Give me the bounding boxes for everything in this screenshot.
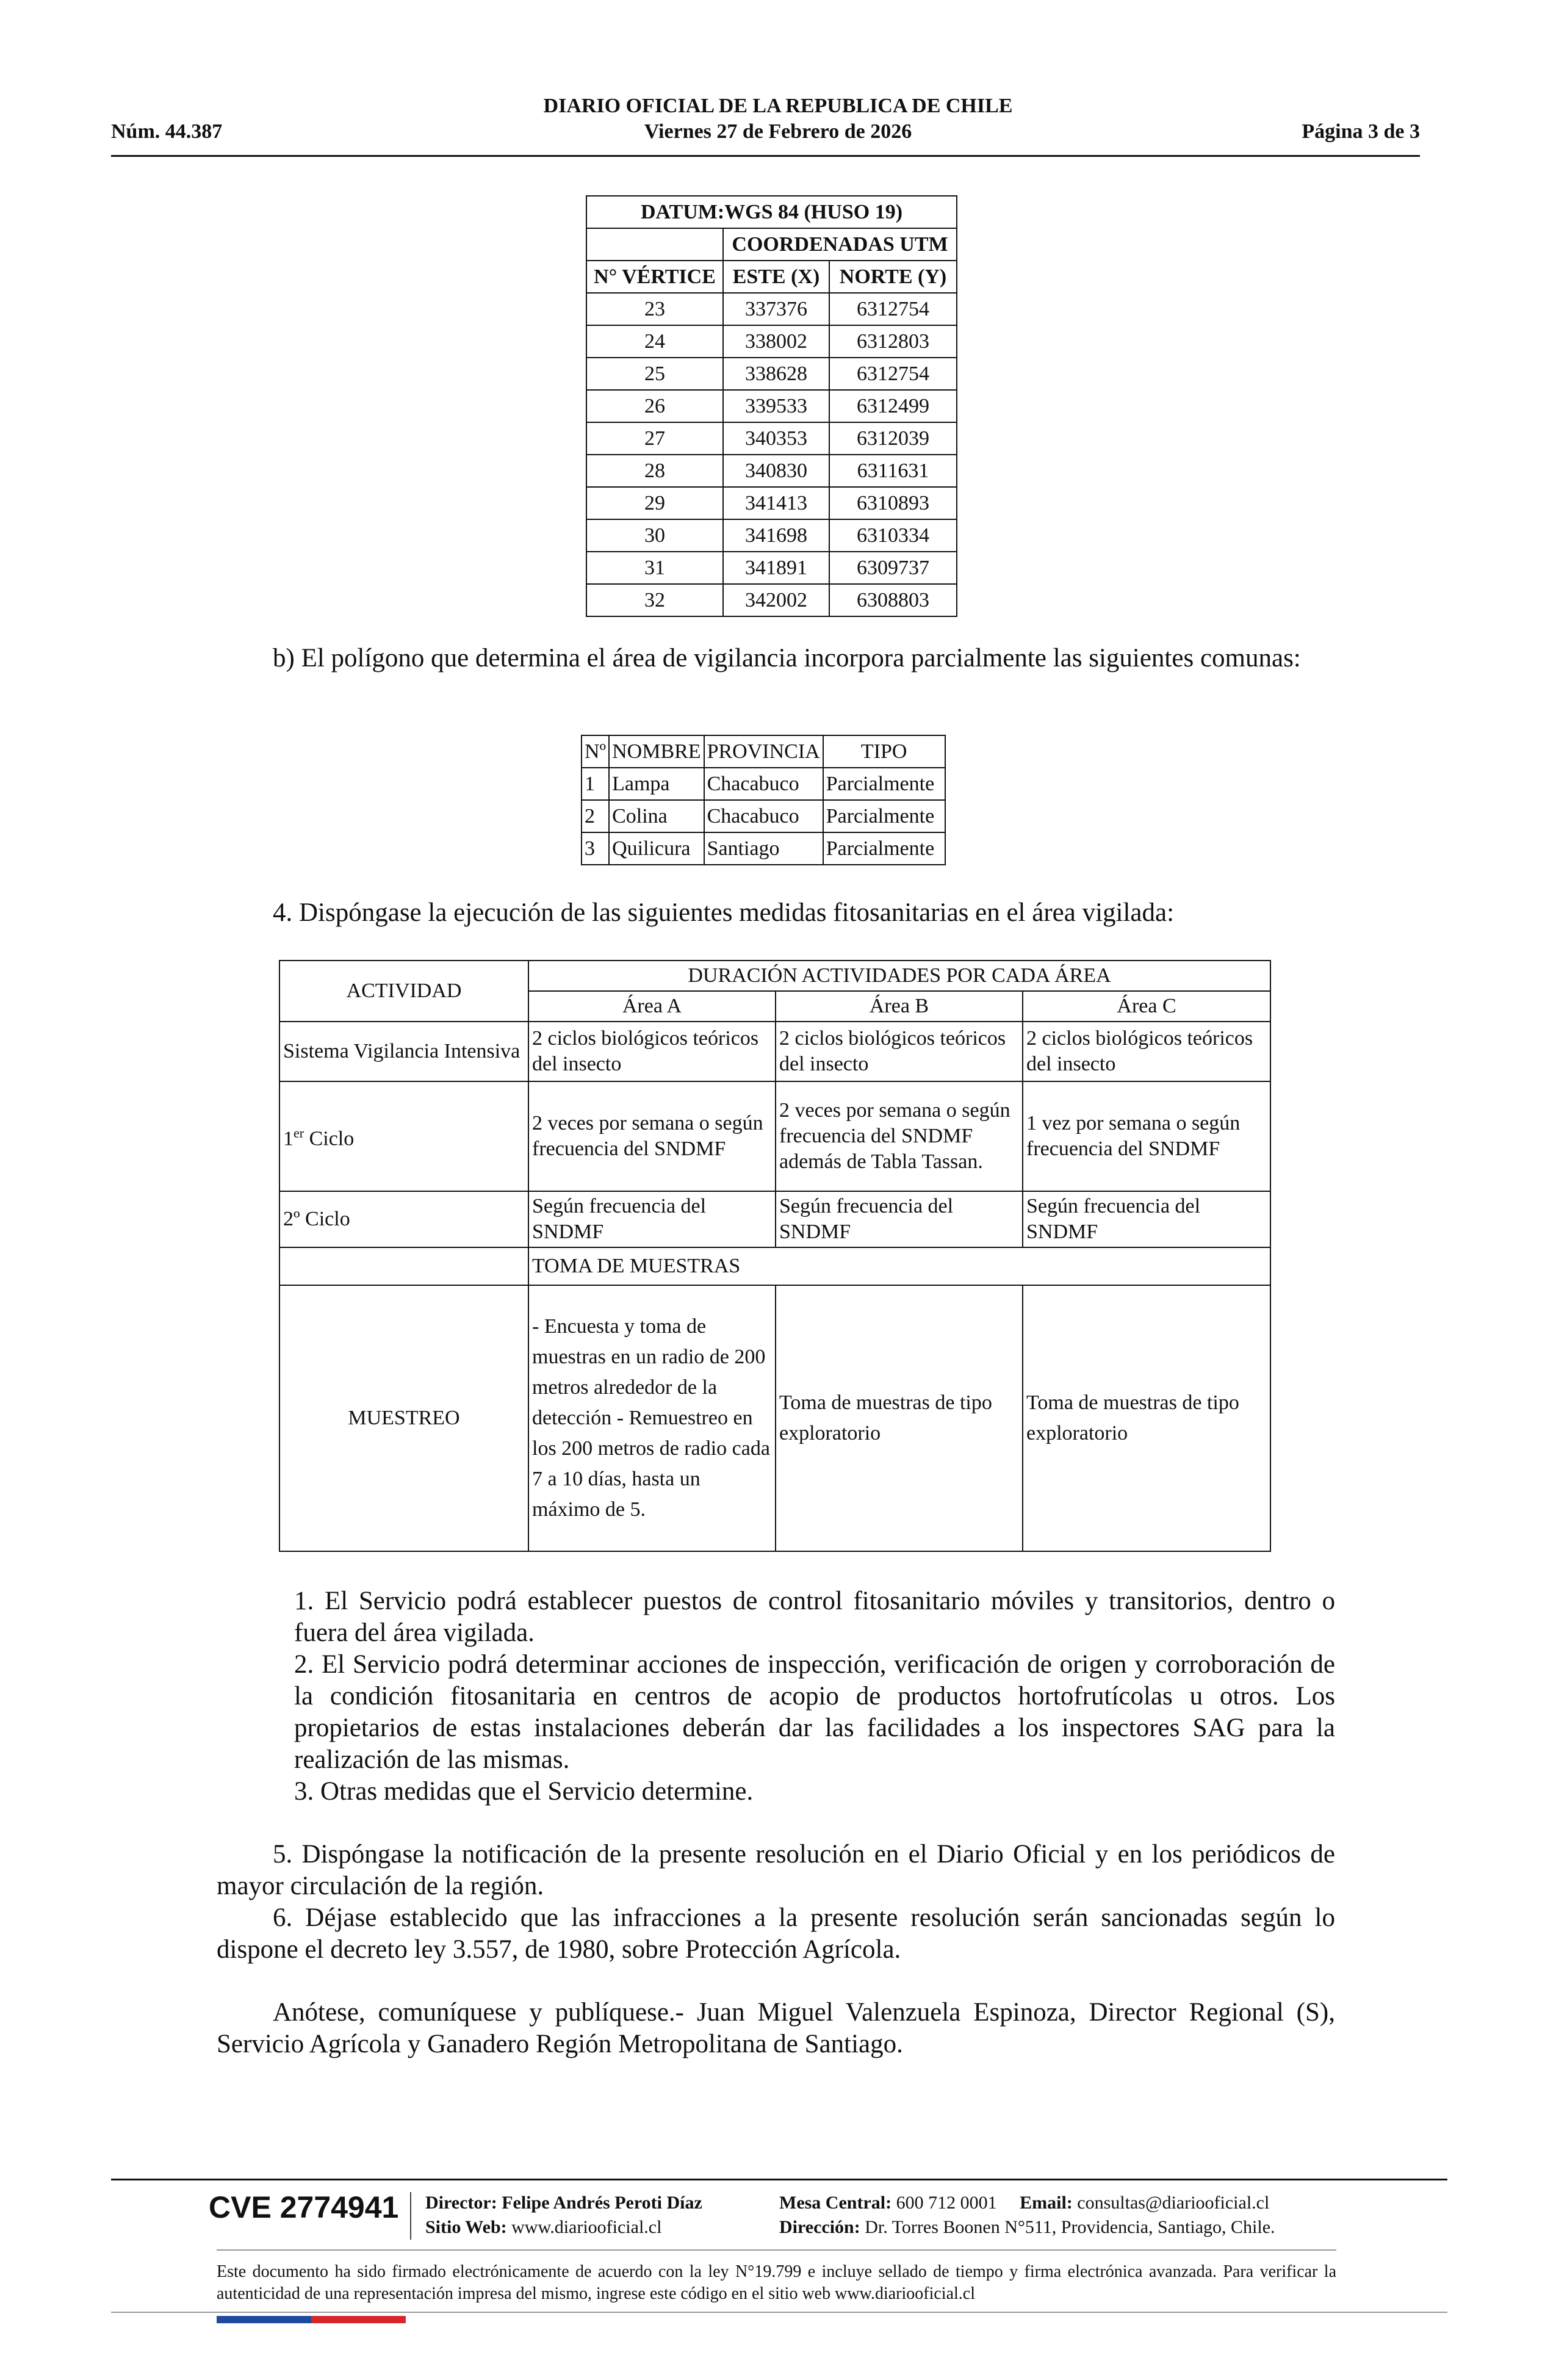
cell: 32 xyxy=(586,584,723,616)
header-divider xyxy=(111,155,1420,157)
cell: 338002 xyxy=(723,325,829,358)
cell: 2 ciclos biológicos teóricos del insecto xyxy=(1023,1022,1270,1081)
cell: Según frecuencia del SNDMF xyxy=(776,1191,1023,1247)
cell: Según frecuencia del SNDMF xyxy=(1023,1191,1270,1247)
cell: 2 veces por semana o según frecuencia del SNDMF xyxy=(528,1081,776,1191)
table-row xyxy=(279,1081,1270,1191)
table-row xyxy=(586,422,957,455)
sitio-link[interactable]: www.diariooficial.cl xyxy=(511,2217,662,2237)
issue-number: Núm. 44.387 xyxy=(111,120,223,143)
duracion-header: DURACIÓN ACTIVIDADES POR CADA ÁREA xyxy=(528,961,1270,991)
footer-note: Este documento ha sido firmado electrónicamente de acuerdo con la ley N°19.799 e incluye sellado de tiempo y firma electrónica avanzada. Para verificar la autenticidad de una representación impresa del mismo, ingrese este código en el sitio web www.diariooficial.cl xyxy=(217,2262,1336,2303)
cell: Parcialmente xyxy=(823,832,945,865)
list-item: 3. Otras medidas que el Servicio determine. xyxy=(294,1777,754,1806)
cell: 25 xyxy=(586,358,723,390)
cell: Chacabuco xyxy=(704,800,823,832)
cell: 6312754 xyxy=(829,358,957,390)
footer-divider xyxy=(217,2249,1336,2251)
cell: 29 xyxy=(586,487,723,519)
row-label-number: 1 xyxy=(283,1127,294,1150)
cell: 6312039 xyxy=(829,422,957,455)
cell: 6310334 xyxy=(829,519,957,552)
direccion-label: Dirección: xyxy=(779,2217,860,2237)
cell: 341413 xyxy=(723,487,829,519)
col-este: ESTE (X) xyxy=(723,261,829,293)
cell: 2 ciclos biológicos teóricos del insecto xyxy=(528,1022,776,1081)
paragraph-5: 5. Dispóngase la notificación de la presente resolución en el Diario Oficial y en los periódicos de mayor circulación de la región. xyxy=(217,1840,1335,1900)
cell: 30 xyxy=(586,519,723,552)
email-link[interactable]: consultas@diariooficial.cl xyxy=(1077,2193,1270,2213)
cell: Parcialmente xyxy=(823,768,945,800)
cell: 28 xyxy=(586,455,723,487)
table-row xyxy=(586,390,957,422)
mesa-phone: 600 712 0001 xyxy=(896,2193,997,2213)
cell: 1 vez por semana o según frecuencia del SNDMF xyxy=(1023,1081,1270,1191)
table-row xyxy=(279,1285,1270,1551)
col-provincia: PROVINCIA xyxy=(704,735,823,768)
cell: Quilicura xyxy=(609,832,704,865)
flag-bar-blue xyxy=(217,2316,311,2323)
cell: 6311631 xyxy=(829,455,957,487)
header-title: DIARIO OFICIAL DE LA REPUBLICA DE CHILE xyxy=(543,95,1013,117)
cell: 337376 xyxy=(723,293,829,325)
row-label: 2º Ciclo xyxy=(279,1191,528,1247)
cell: 31 xyxy=(586,552,723,584)
cell: 23 xyxy=(586,293,723,325)
area-c-header: Área C xyxy=(1023,991,1270,1022)
row-label-superscript: er xyxy=(294,1125,304,1141)
col-nombre: NOMBRE xyxy=(609,735,704,768)
datum-table xyxy=(586,195,957,617)
footer-divider xyxy=(111,2312,1447,2313)
cell: 338628 xyxy=(723,358,829,390)
blank-cell xyxy=(279,1247,528,1285)
table-row xyxy=(586,519,957,552)
cell: 342002 xyxy=(723,584,829,616)
col-tipo: TIPO xyxy=(823,735,945,768)
area-b-header: Área B xyxy=(776,991,1023,1022)
footer-contact xyxy=(779,2191,1275,2240)
cell: 341698 xyxy=(723,519,829,552)
paragraph-4: 4. Dispóngase la ejecución de las siguientes medidas fitosanitarias en el área vigilada: xyxy=(273,898,1175,927)
director-label: Director: xyxy=(425,2193,497,2213)
cell: Toma de muestras de tipo exploratorio xyxy=(1023,1285,1270,1551)
table-row xyxy=(279,1022,1270,1081)
cell: - Encuesta y toma de muestras en un radio de 200 metros alrededor de la detección - Remuestreo en los 200 metros de radio cada 7 a 10 días, hasta un máximo de 5. xyxy=(528,1285,776,1551)
footer-separator xyxy=(410,2192,411,2240)
cell: 339533 xyxy=(723,390,829,422)
table-row xyxy=(586,487,957,519)
cell: 6308803 xyxy=(829,584,957,616)
cell: Toma de muestras de tipo exploratorio xyxy=(776,1285,1023,1551)
blank-cell xyxy=(586,228,723,261)
row-label: MUESTREO xyxy=(279,1285,528,1551)
cell: Lampa xyxy=(609,768,704,800)
cell: Santiago xyxy=(704,832,823,865)
table-row xyxy=(582,832,945,865)
table-row xyxy=(582,768,945,800)
cell: Parcialmente xyxy=(823,800,945,832)
issue-date: Viernes 27 de Febrero de 2026 xyxy=(644,120,912,143)
page-indicator: Página 3 de 3 xyxy=(1302,120,1420,143)
footer-director xyxy=(425,2191,702,2240)
cell: 26 xyxy=(586,390,723,422)
actividad-header: ACTIVIDAD xyxy=(279,961,528,1022)
cell: 6309737 xyxy=(829,552,957,584)
table-row xyxy=(586,584,957,616)
table-row xyxy=(586,325,957,358)
col-norte: NORTE (Y) xyxy=(829,261,957,293)
cell: 6312499 xyxy=(829,390,957,422)
cell: 6310893 xyxy=(829,487,957,519)
comunas-table xyxy=(581,735,946,865)
cell: 2 veces por semana o según frecuencia del SNDMF además de Tabla Tassan. xyxy=(776,1081,1023,1191)
cell: 340830 xyxy=(723,455,829,487)
row-label xyxy=(279,1081,528,1191)
col-numero: Nº xyxy=(582,735,609,768)
footer-divider xyxy=(111,2179,1447,2180)
list-item: 1. El Servicio podrá establecer puestos de control fitosanitario móviles y transitorios, dentro o fuera del área vigilada. xyxy=(294,1587,1335,1647)
table-row xyxy=(586,358,957,390)
cell: 27 xyxy=(586,422,723,455)
datum-title: DATUM:WGS 84 (HUSO 19) xyxy=(586,196,957,228)
row-label: Sistema Vigilancia Intensiva xyxy=(279,1022,528,1081)
cell: 340353 xyxy=(723,422,829,455)
toma-muestras-header: TOMA DE MUESTRAS xyxy=(528,1247,1270,1285)
table-row xyxy=(586,455,957,487)
paragraph-b: b) El polígono que determina el área de vigilancia incorpora parcialmente las siguientes comunas: xyxy=(273,644,1301,673)
cell: 1 xyxy=(582,768,609,800)
cell: 6312754 xyxy=(829,293,957,325)
cell: 3 xyxy=(582,832,609,865)
coordinates-header: COORDENADAS UTM xyxy=(723,228,957,261)
director-name: Felipe Andrés Peroti Díaz xyxy=(502,2193,702,2213)
paragraph-6: 6. Déjase establecido que las infracciones a la presente resolución serán sancionadas según lo dispone el decreto ley 3.557, de 1980, sobre Protección Agrícola. xyxy=(217,1903,1335,1964)
direccion-text: Dr. Torres Boonen N°511, Providencia, Santiago, Chile. xyxy=(865,2217,1275,2237)
col-vertice: N° VÉRTICE xyxy=(586,261,723,293)
flag-bar-red xyxy=(311,2316,406,2323)
list-item: 2. El Servicio podrá determinar acciones de inspección, verificación de origen y corroboración de la condición fitosanitaria en centros de acopio de productos hortofrutícolas u otros. Los propietarios de estas instalaciones deberán dar las facilidades a los inspectores SAG para la realización de las mismas. xyxy=(294,1650,1335,1774)
mesa-label: Mesa Central: xyxy=(779,2193,892,2213)
sitio-label: Sitio Web: xyxy=(425,2217,507,2237)
cell: Colina xyxy=(609,800,704,832)
table-row xyxy=(586,293,957,325)
signature-paragraph: Anótese, comuníquese y publíquese.- Juan Miguel Valenzuela Espinoza, Director Regional (S), Servicio Agrícola y Ganadero Región Metropolitana de Santiago. xyxy=(217,1998,1335,2058)
medidas-table xyxy=(279,960,1271,1552)
table-row xyxy=(279,1191,1270,1247)
cell: 2 ciclos biológicos teóricos del insecto xyxy=(776,1022,1023,1081)
cve-code: CVE 2774941 xyxy=(209,2190,399,2224)
cell: Chacabuco xyxy=(704,768,823,800)
table-row xyxy=(582,800,945,832)
email-label: Email: xyxy=(1020,2193,1073,2213)
cell: 6312803 xyxy=(829,325,957,358)
cell: 2 xyxy=(582,800,609,832)
cell: Según frecuencia del SNDMF xyxy=(528,1191,776,1247)
area-a-header: Área A xyxy=(528,991,776,1022)
cell: 341891 xyxy=(723,552,829,584)
table-row xyxy=(586,552,957,584)
row-label-text: Ciclo xyxy=(304,1127,355,1150)
cell: 24 xyxy=(586,325,723,358)
